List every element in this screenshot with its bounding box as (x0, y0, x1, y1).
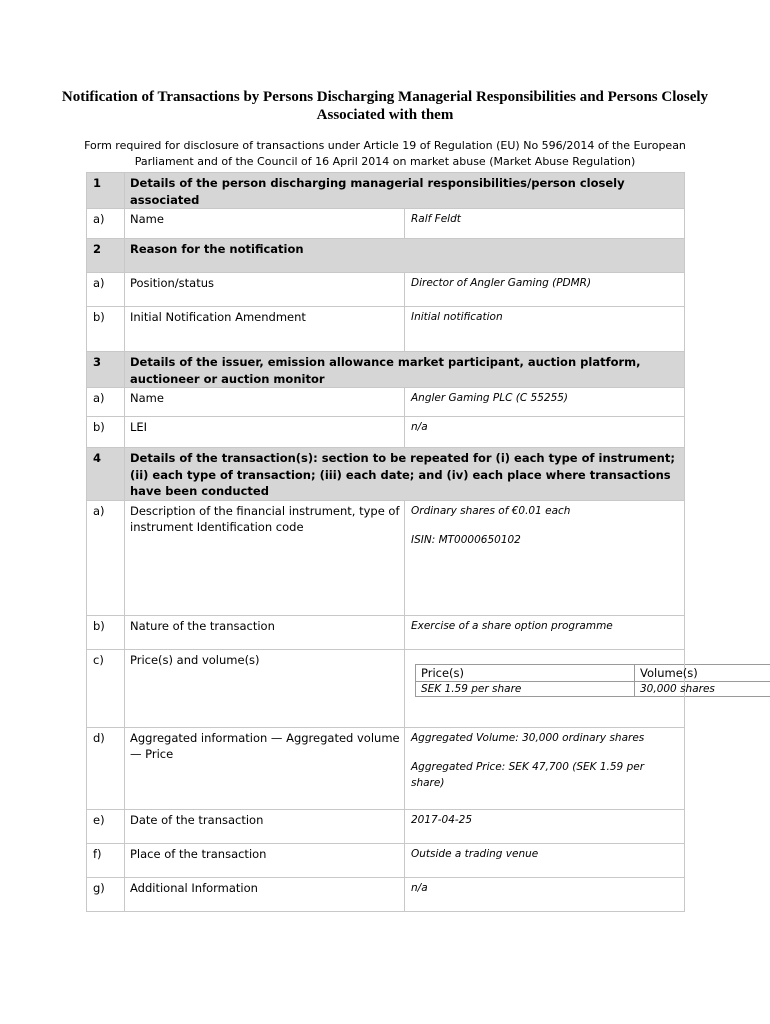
row-letter: e) (87, 809, 125, 843)
volume-value: 30,000 shares (635, 681, 770, 696)
notification-form-table (86, 172, 715, 912)
row-value: Initial notification (405, 307, 685, 352)
section-number: 3 (87, 352, 125, 388)
document-subtitle: Form required for disclosure of transactions under Article 19 of Regulation (EU) No 596/2014 of the European Parliament and of the Council of 16 April 2014 on market abuse (Market Abuse Regulation) (84, 139, 686, 168)
row-value (405, 500, 685, 615)
row-label: Date of the transaction (125, 809, 405, 843)
row-label: Nature of the transaction (125, 615, 405, 649)
row-letter: a) (87, 273, 125, 307)
row-letter: a) (87, 388, 125, 417)
row-label: LEI (125, 417, 405, 448)
form-row-additional-info (87, 877, 685, 911)
form-row-aggregated (87, 727, 685, 809)
form-row-issuer-name (87, 388, 685, 417)
row-value: n/a (405, 877, 685, 911)
form-row-name (87, 209, 685, 239)
row-letter: f) (87, 843, 125, 877)
row-label: Position/status (125, 273, 405, 307)
row-value: Ralf Feldt (405, 209, 685, 239)
aggregated-volume: Aggregated Volume: 30,000 ordinary shares (411, 731, 645, 744)
row-label: Price(s) and volume(s) (125, 649, 405, 727)
row-value: Angler Gaming PLC (C 55255) (405, 388, 685, 417)
section-number: 4 (87, 448, 125, 501)
row-value (405, 649, 715, 727)
section-4-header (87, 448, 685, 501)
row-value: Outside a trading venue (405, 843, 685, 877)
row-value: 2017-04-25 (405, 809, 685, 843)
row-letter: b) (87, 417, 125, 448)
row-value: n/a (405, 417, 685, 448)
row-value: Director of Angler Gaming (PDMR) (405, 273, 685, 307)
form-row-instrument-description (87, 500, 685, 615)
section-3-header (87, 352, 685, 388)
section-number: 1 (87, 173, 125, 209)
section-title: Details of the transaction(s): section to be repeated for (i) each type of instrument; (ii) each type of transaction; (iii) each date; and (iv) each place where transactions have been conducted (125, 448, 685, 501)
row-value: Exercise of a share option programme (405, 615, 685, 649)
row-label: Place of the transaction (125, 843, 405, 877)
row-letter: b) (87, 615, 125, 649)
section-number: 2 (87, 239, 125, 273)
row-letter: b) (87, 307, 125, 352)
row-label: Name (125, 209, 405, 239)
form-row-place (87, 843, 685, 877)
form-row-lei (87, 417, 685, 448)
volume-header: Volume(s) (635, 664, 770, 681)
section-title: Details of the issuer, emission allowance market participant, auction platform, auctioneer or auction monitor (125, 352, 685, 388)
form-row-initial-notification (87, 307, 685, 352)
row-label: Name (125, 388, 405, 417)
section-title: Details of the person discharging managerial responsibilities/person closely associated (125, 173, 685, 209)
form-row-date (87, 809, 685, 843)
row-letter: a) (87, 500, 125, 615)
instrument-description: Ordinary shares of €0.01 each (411, 504, 571, 517)
row-letter: g) (87, 877, 125, 911)
row-letter: c) (87, 649, 125, 727)
form-row-nature (87, 615, 685, 649)
row-letter: a) (87, 209, 125, 239)
form-row-price-volume (87, 649, 685, 727)
isin-code: ISIN: MT0000650102 (411, 533, 521, 546)
row-value (405, 727, 685, 809)
section-2-header (87, 239, 685, 273)
section-1-header (87, 173, 685, 209)
row-letter: d) (87, 727, 125, 809)
row-label: Description of the financial instrument, type of instrument Identification code (125, 500, 405, 615)
document-title: Notification of Transactions by Persons Discharging Managerial Responsibilities and Persons Closely Associated with them (61, 89, 709, 123)
aggregated-price: Aggregated Price: SEK 47,700 (SEK 1.59 per share) (411, 760, 645, 789)
price-volume-table (415, 664, 770, 697)
form-row-position-status (87, 273, 685, 307)
row-label: Initial Notification Amendment (125, 307, 405, 352)
section-title: Reason for the notification (125, 239, 685, 273)
price-header: Price(s) (416, 664, 635, 681)
price-value: SEK 1.59 per share (416, 681, 635, 696)
row-label: Additional Information (125, 877, 405, 911)
row-label: Aggregated information — Aggregated volume — Price (125, 727, 405, 809)
